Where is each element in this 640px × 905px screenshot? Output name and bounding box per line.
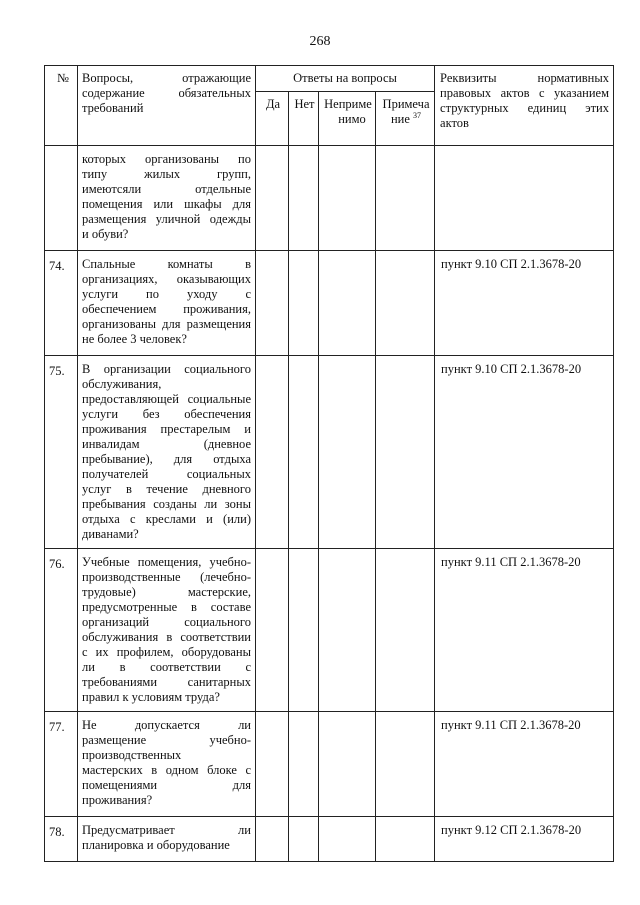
question-text	[78, 146, 256, 251]
question-line: Предусматривает ли	[82, 823, 251, 837]
question-text	[78, 251, 256, 356]
answer-na-cell[interactable]	[319, 549, 376, 712]
question-line: не более 3 человек?	[82, 332, 187, 346]
answer-note-cell[interactable]	[376, 356, 435, 549]
question-line: помещениями для	[82, 778, 251, 792]
question-line: Спальные комнаты в	[82, 257, 251, 271]
header-na-line: нимо	[338, 112, 366, 126]
answer-note-cell[interactable]	[376, 251, 435, 356]
question-line: предоставляющей социальные	[82, 392, 251, 406]
header-questions-line: содержание обязательных	[82, 86, 251, 100]
question-line: помещения или шкафы для	[82, 197, 251, 211]
header-yes: Да	[256, 92, 289, 146]
question-line: диванами?	[82, 527, 139, 541]
header-requisites	[435, 66, 614, 146]
answer-no-cell[interactable]	[289, 251, 319, 356]
answer-no-cell[interactable]	[289, 817, 319, 862]
answer-no-cell[interactable]	[289, 356, 319, 549]
answer-note-cell[interactable]	[376, 817, 435, 862]
question-line: трудовые) мастерские,	[82, 585, 251, 599]
question-line: услуги по уходу с	[82, 287, 251, 301]
row-number: 78.	[45, 817, 78, 862]
checklist-table	[44, 65, 614, 862]
question-line: мастерских в одном блоке с	[82, 763, 251, 777]
table-row	[45, 817, 614, 862]
question-line: размещение учебно-	[82, 733, 251, 747]
question-line: проживания?	[82, 793, 153, 807]
header-requisites-line: структурных единиц этих	[440, 101, 609, 115]
row-number: 74.	[45, 251, 78, 356]
requisite-text: пункт 9.10 СП 2.1.3678-20	[435, 356, 614, 549]
header-not-applicable	[319, 92, 376, 146]
question-line: производственных	[82, 748, 182, 762]
question-line: предусмотренные в составе	[82, 600, 251, 614]
question-text	[78, 712, 256, 817]
answer-note-cell[interactable]	[376, 712, 435, 817]
row-number: 76.	[45, 549, 78, 712]
header-questions-line: Вопросы, отражающие	[82, 71, 251, 85]
row-number: 77.	[45, 712, 78, 817]
question-text	[78, 817, 256, 862]
table-row	[45, 549, 614, 712]
question-line: отдыха с креслами и (или)	[82, 512, 251, 526]
header-row	[45, 66, 614, 92]
question-line: планировка и оборудование	[82, 838, 230, 852]
answer-no-cell[interactable]	[289, 549, 319, 712]
requisite-text: пункт 9.11 СП 2.1.3678-20	[435, 549, 614, 712]
question-line: имеютсяли отдельные	[82, 182, 251, 196]
header-note-line: Примеча	[382, 97, 430, 111]
header-note	[376, 92, 435, 146]
table-row	[45, 712, 614, 817]
header-requisites-line: правовых актов с указанием	[440, 86, 609, 100]
answer-na-cell[interactable]	[319, 356, 376, 549]
question-line: инвалидам (дневное	[82, 437, 251, 451]
answer-no-cell[interactable]	[289, 712, 319, 817]
page-number: 268	[309, 34, 331, 49]
header-na-line: Неприме	[324, 97, 372, 111]
question-line: размещения уличной одежды	[82, 212, 251, 226]
question-line: получателей социальных	[82, 467, 251, 481]
question-line: Не допускается ли	[82, 718, 251, 732]
question-line: В организации социального	[82, 362, 251, 376]
question-line: проживания престарелым и	[82, 422, 251, 436]
question-line: обеспечением проживания,	[82, 302, 251, 316]
answer-yes-cell[interactable]	[256, 712, 289, 817]
answer-na-cell[interactable]	[319, 146, 376, 251]
answer-note-cell[interactable]	[376, 146, 435, 251]
header-num: №	[45, 66, 78, 146]
answer-yes-cell[interactable]	[256, 549, 289, 712]
question-line: ли в соответствии с	[82, 660, 251, 674]
question-line: организациях, оказывающих	[82, 272, 251, 286]
question-line: пребывания созданы ли зоны	[82, 497, 251, 511]
header-questions	[78, 66, 256, 146]
answer-na-cell[interactable]	[319, 712, 376, 817]
header-requisites-line: актов	[440, 116, 469, 130]
requisite-text	[435, 146, 614, 251]
requisite-text: пункт 9.11 СП 2.1.3678-20	[435, 712, 614, 817]
answer-no-cell[interactable]	[289, 146, 319, 251]
question-line: обслуживания в соответствии	[82, 630, 251, 644]
header-questions-line: требований	[82, 101, 144, 115]
question-line: и обуви?	[82, 227, 129, 241]
row-number	[45, 146, 78, 251]
question-text	[78, 549, 256, 712]
requisite-text: пункт 9.12 СП 2.1.3678-20	[435, 817, 614, 862]
header-no: Нет	[289, 92, 319, 146]
row-number: 75.	[45, 356, 78, 549]
question-line: правил к условиям труда?	[82, 690, 220, 704]
question-text	[78, 356, 256, 549]
question-line: обслуживания,	[82, 377, 162, 391]
question-line: требованиями санитарных	[82, 675, 251, 689]
answer-yes-cell[interactable]	[256, 251, 289, 356]
answer-na-cell[interactable]	[319, 817, 376, 862]
answer-note-cell[interactable]	[376, 549, 435, 712]
question-line: услуг в течение дневного	[82, 482, 251, 496]
answer-yes-cell[interactable]	[256, 356, 289, 549]
header-requisites-line: Реквизиты нормативных	[440, 71, 609, 85]
question-line: Учебные помещения, учебно-	[82, 555, 251, 569]
requisite-text: пункт 9.10 СП 2.1.3678-20	[435, 251, 614, 356]
question-line: типу жилых групп,	[82, 167, 251, 181]
question-line: организованы для размещения	[82, 317, 251, 331]
header-answers: Ответы на вопросы	[256, 66, 435, 92]
footnote-marker: 37	[413, 110, 422, 120]
answer-yes-cell[interactable]	[256, 817, 289, 862]
table-row	[45, 356, 614, 549]
question-line: организаций социального	[82, 615, 251, 629]
question-line: которых организованы по	[82, 152, 251, 166]
header-note-line: ние	[390, 112, 410, 126]
table-row	[45, 146, 614, 251]
question-line: услуги без обеспечения	[82, 407, 251, 421]
answer-na-cell[interactable]	[319, 251, 376, 356]
question-line: производственные (лечебно-	[82, 570, 251, 584]
answer-yes-cell[interactable]	[256, 146, 289, 251]
table-row	[45, 251, 614, 356]
question-line: с их профилем, оборудованы	[82, 645, 251, 659]
question-line: пребывание), для отдыха	[82, 452, 251, 466]
